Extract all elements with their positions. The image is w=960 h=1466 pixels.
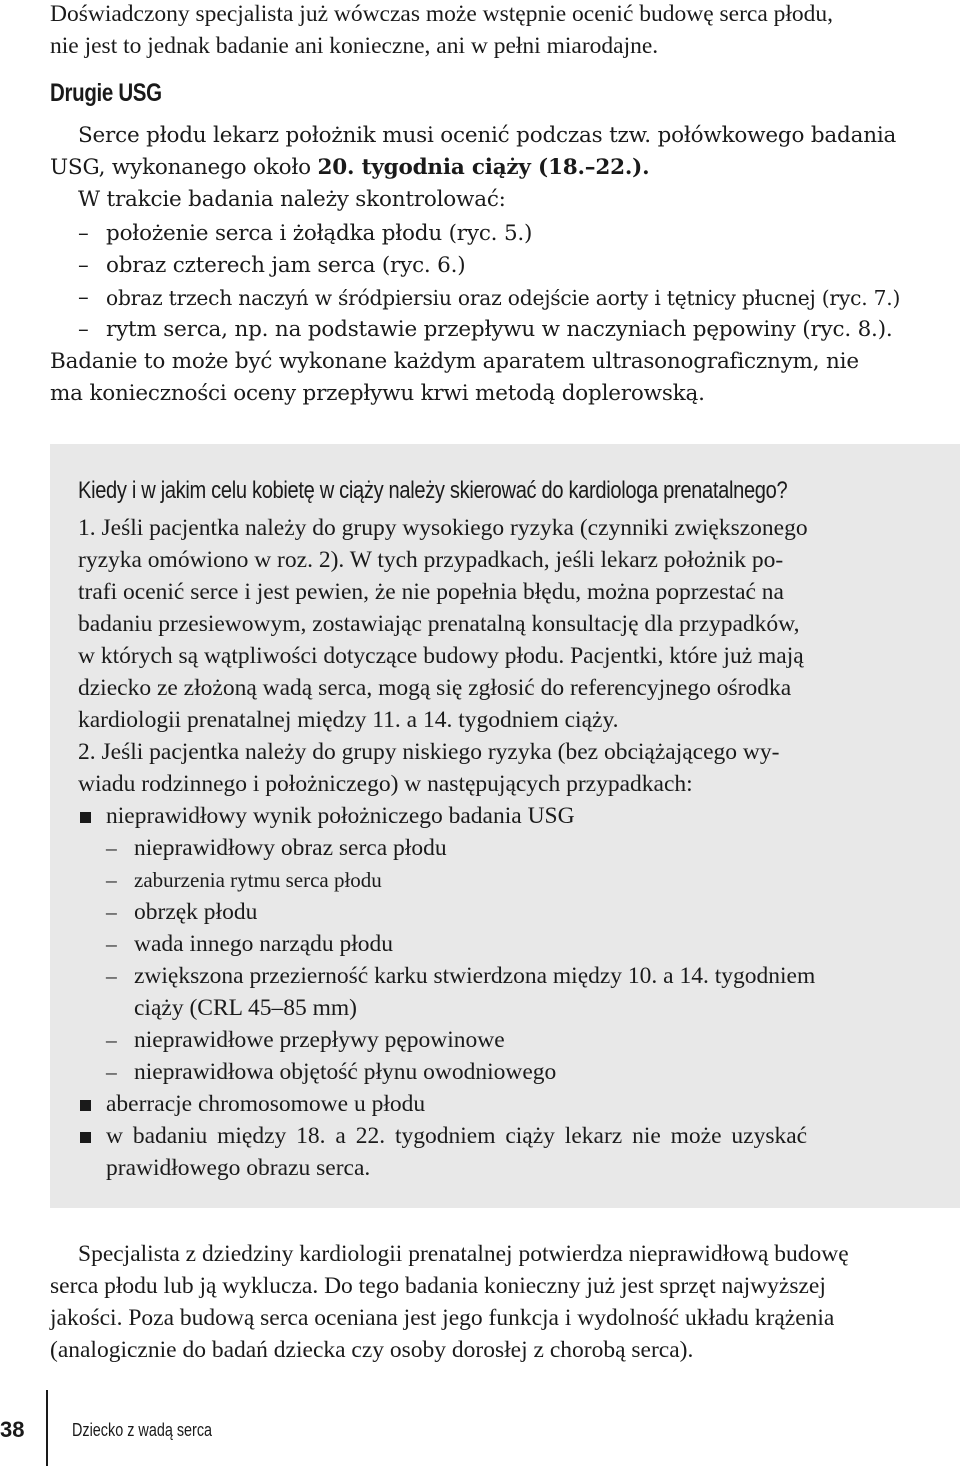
check-item-2: obraz czterech jam serca (ryc. 6.) [106,253,466,278]
sub-item-6: nieprawidłowe przepływy pępowinowe [134,1027,505,1053]
dash-mark: – [106,1060,117,1084]
bullet-square [80,812,91,823]
dash-mark: – [78,285,89,310]
book-title: Dziecko z wadą serca [72,1420,213,1440]
box-heading: Kiedy i w jakim celu kobietę w ciąży należy skierować do kardiologa prenatalnego? [78,477,788,504]
section-p1-line-2b: 20. tygodnia ciąży (18.–22.). [317,155,650,180]
check-item-1: położenie serca i żołądka płodu (ryc. 5.) [106,221,533,246]
page-number: 38 [0,1417,25,1442]
footer-rule [46,1390,48,1466]
sub-item-1: nieprawidłowy obraz serca płodu [134,835,447,861]
dash-mark: – [106,932,117,956]
check-item-4: rytm serca, np. na podstawie przepływu w naczyniach pępowiny (ryc. 8.). [106,317,893,342]
sub-item-3: obrzęk płodu [134,899,258,925]
bullet-square [80,1132,91,1143]
box-line-2: ryzyka omówiono w roz. 2). W tych przypadkach, jeśli lekarz położnik po- [78,547,784,573]
dash-mark: – [78,221,89,246]
dash-mark: – [106,900,117,924]
sub-item-5-cont: ciąży (CRL 45–85 mm) [134,995,357,1021]
box-bullet-2: aberracje chromosomowe u płodu [106,1091,426,1117]
closing-line-4: (analogicznie do badań dziecka czy osoby dorosłej z chorobą serca). [50,1337,694,1363]
intro-line-2: nie jest to jednak badanie ani konieczne, ani w pełni miarodajne. [50,33,659,59]
section-p1-line-1: Serce płodu lekarz położnik musi ocenić podczas tzw. połówkowego badania [78,123,897,148]
box-line-7: kardiologii prenatalnej między 11. a 14. tygodniem ciąży. [78,707,619,733]
dash-mark: – [78,253,89,278]
box-line-9: wiadu rodzinnego i położniczego) w następujących przypadkach: [78,771,693,797]
box-bullet-1: nieprawidłowy wynik położniczego badania USG [106,803,575,829]
box-bullet-3-line-1: w badaniu między 18. a 22. tygodniem ciąży lekarz nie może uzyskać [106,1123,808,1149]
box-line-5: w których są wątpliwości dotyczące budowy płodu. Pacjentki, które już mają [78,643,804,669]
box-line-6: dziecko ze złożoną wadą serca, mogą się zgłosić do referencyjnego ośrodka [78,675,792,701]
sub-item-7: nieprawidłowa objętość płynu owodniowego [134,1059,557,1085]
check-item-3: obraz trzech naczyń w śródpiersiu oraz odejście aorty i tętnicy płucnej (ryc. 7.) [106,286,901,310]
section-p2-line-1: Badanie to może być wykonane każdym aparatem ultrasonograficznym, nie [50,349,859,374]
section-heading: Drugie USG [50,79,162,107]
box-line-1: 1. Jeśli pacjentka należy do grupy wysokiego ryzyka (czynniki zwiększonego [78,515,808,541]
box-line-4: badaniu przesiewowym, zostawiając prenatalną konsultację dla przypadków, [78,611,800,637]
box-line-8: 2. Jeśli pacjentka należy do grupy niskiego ryzyka (bez obciążającego wy- [78,739,780,765]
dash-mark: – [106,964,117,988]
closing-line-1: Specjalista z dziedziny kardiologii prenatalnej potwierdza nieprawidłową budowę [78,1241,849,1267]
bullet-square [80,1100,91,1111]
section-p1-line-2a: USG, wykonanego około [50,155,318,180]
closing-line-2: serca płodu lub ją wyklucza. Do tego badania konieczny już jest sprzęt najwyższej [50,1273,826,1299]
section-p2-line-2: ma konieczności oceny przepływu krwi metodą doplerowską. [50,381,705,406]
dash-mark: – [78,317,89,342]
sub-item-5: zwiększona przezierność karku stwierdzona między 10. a 14. tygodniem [134,963,816,989]
dash-mark: – [106,868,117,892]
closing-line-3: jakości. Poza budową serca oceniana jest jego funkcja i wydolność układu krążenia [50,1305,835,1331]
box-line-3: trafi ocenić serce i jest pewien, że nie popełnia błędu, można poprzestać na [78,579,784,605]
intro-line-1: Doświadczony specjalista już wówczas może wstępnie ocenić budowę serca płodu, [50,1,834,27]
dash-mark: – [106,836,117,860]
box-bullet-3-line-2: prawidłowego obrazu serca. [106,1155,371,1181]
sub-item-4: wada innego narządu płodu [134,931,394,957]
dash-mark: – [106,1028,117,1052]
check-intro: W trakcie badania należy skontrolować: [78,187,506,212]
section-p1-line-2 [50,154,649,182]
sub-item-2: zaburzenia rytmu serca płodu [134,868,382,892]
